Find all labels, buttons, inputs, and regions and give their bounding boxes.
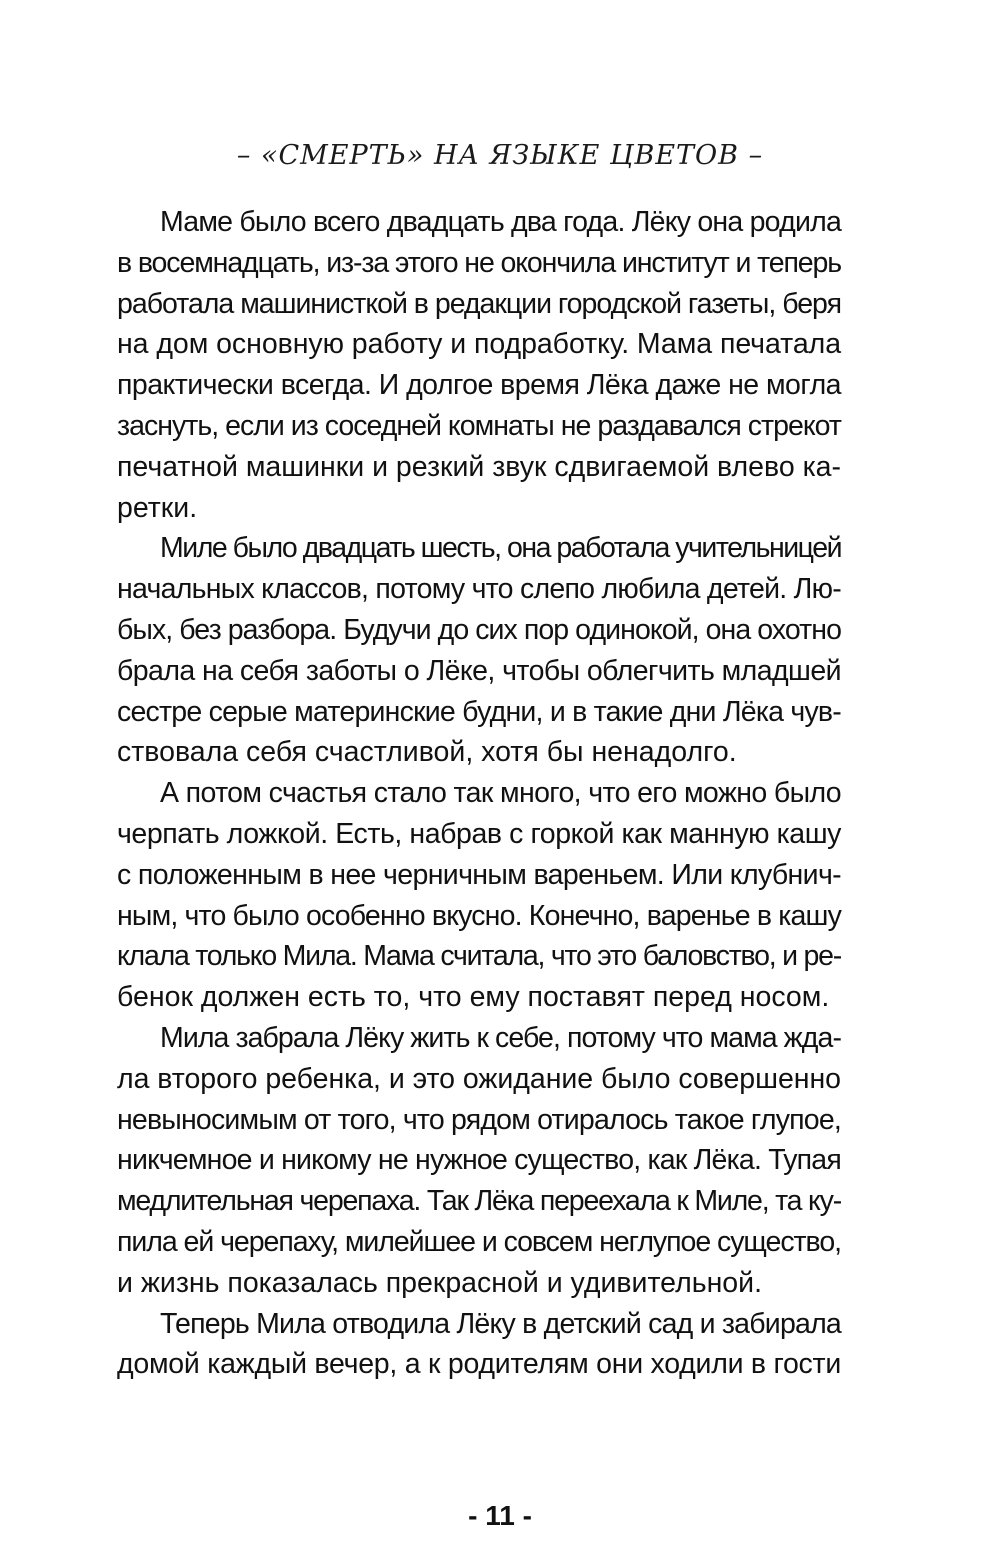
text-line: сестре серые материнские будни, и в такие дни Лёка чув- xyxy=(117,695,841,728)
text-line: невыносимым от того, что рядом отиралось такое глупое, xyxy=(117,1103,841,1136)
running-title: – «СМЕРТЬ» НА ЯЗЫКЕ ЦВЕТОВ – xyxy=(236,140,764,171)
text-line: медлительная черепаха. Так Лёка переехала к Миле, та ку- xyxy=(117,1185,841,1218)
text-line: в восемнадцать, из-за этого не окончила институт и теперь xyxy=(117,246,842,279)
text-line: ретки. xyxy=(117,491,198,524)
text-line: заснуть, если из соседней комнаты не раздавался стрекот xyxy=(117,409,841,442)
text-line: Теперь Мила отводила Лёку в детский сад и забирала xyxy=(160,1307,841,1340)
text-line: работала машинисткой в редакции городской газеты, беря xyxy=(117,287,841,320)
paragraph-1 xyxy=(117,202,841,528)
text-line: ла второго ребенка, и это ожидание было совершенно xyxy=(117,1062,841,1095)
text-line: А потом счастья стало так много, что его можно было xyxy=(160,777,841,810)
paragraph-2 xyxy=(117,528,841,773)
text-line: брала на себя заботы о Лёке, чтобы облегчить младшей xyxy=(117,654,842,687)
text-line: практически всегда. И долгое время Лёка даже не могла xyxy=(117,369,841,402)
text-line: начальных классов, потому что слепо любила детей. Лю- xyxy=(117,573,841,606)
text-line: Маме было всего двадцать два года. Лёку она родила xyxy=(160,206,842,238)
text-line: бых, без разбора. Будучи до сих пор одинокой, она охотно xyxy=(117,613,841,646)
paragraph-4 xyxy=(117,1018,841,1304)
text-line: и жизнь показалась прекрасной и удивительной. xyxy=(117,1266,762,1299)
page-number: - 11 - xyxy=(468,1500,532,1531)
text-line: никчемное и никому не нужное существо, как Лёка. Тупая xyxy=(117,1144,841,1177)
text-line: домой каждый вечер, а к родителям они ходили в гости xyxy=(117,1348,842,1381)
text-line: черпать ложкой. Есть, набрав с горкой как манную кашу xyxy=(117,817,841,850)
text-line: ным, что было особенно вкусно. Конечно, варенье в кашу xyxy=(117,899,841,932)
paragraph-5 xyxy=(117,1304,841,1386)
text-line: Миле было двадцать шесть, она работала учительницей xyxy=(160,532,842,565)
text-line: с положенным в нее черничным вареньем. Или клубнич- xyxy=(117,858,842,891)
text-line: печатной машинки и резкий звук сдвигаемой влево ка- xyxy=(117,450,841,483)
text-line: ствовала себя счастливой, хотя бы ненадолго. xyxy=(117,736,737,769)
text-line: Мила забрала Лёку жить к себе, потому что мама жда- xyxy=(160,1021,842,1054)
text-line: пила ей черепаху, милейшее и совсем неглупое существо, xyxy=(117,1225,841,1258)
text-line: клала только Мила. Мама считала, что это баловство, и ре- xyxy=(117,940,841,973)
text-line: бенок должен есть то, что ему поставят перед носом. xyxy=(117,981,830,1014)
paragraph-3 xyxy=(117,773,841,1018)
text-line: на дом основную работу и подработку. Мама печатала xyxy=(117,328,841,361)
body-text xyxy=(117,202,841,1385)
